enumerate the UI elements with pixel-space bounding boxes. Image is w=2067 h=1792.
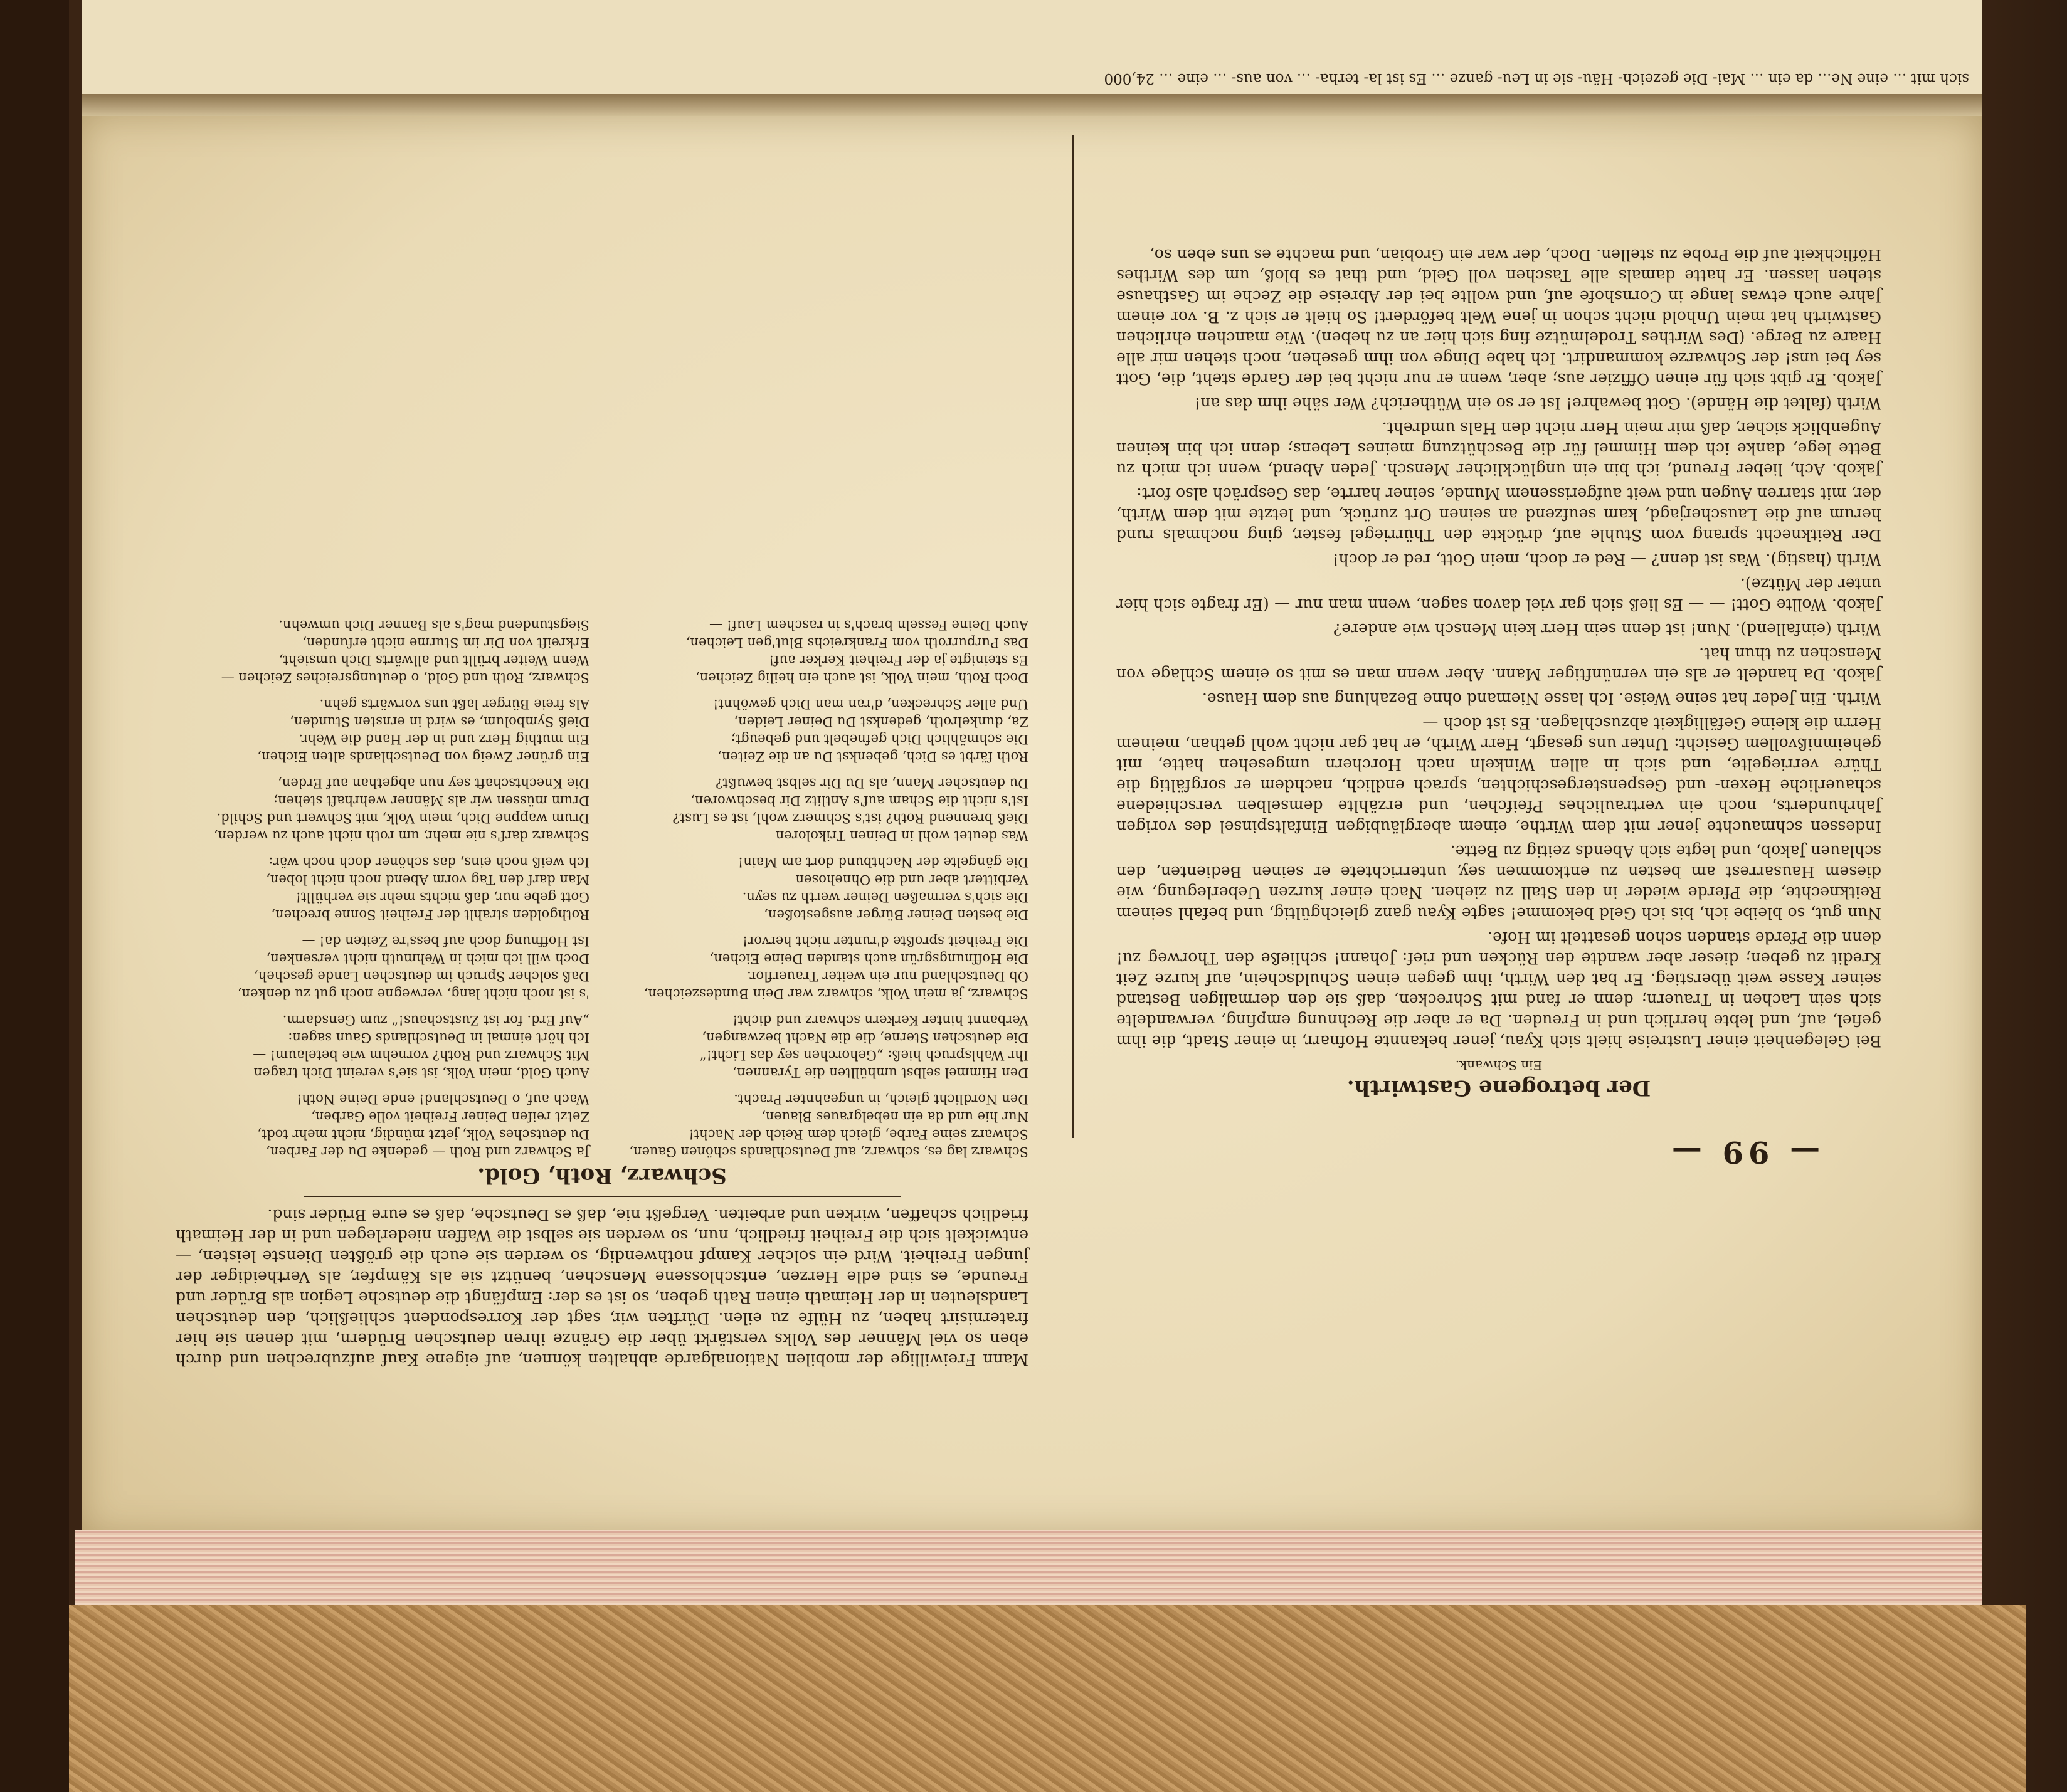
story-paragraph: Jakob. Wollte Gott! — — Es ließ sich gar viel davon sagen, wenn man nur — (Er fragte sich hier unter der Mütze). <box>1116 575 1881 614</box>
poem-stanza: Schwarz, ja mein Volk, schwarz war Dein Bundeszeichen, Ob Deutschland nur ein weiter Trauerflor. Die Hoffnungsgrün auch standen Deine Eichen, Die Freiheit sproßte d'runter nicht hervor! <box>643 934 1028 1001</box>
story-paragraph: Wirth (faltet die Hände). Gott bewahre! Ist er so ein Wütherich? Wer sähe ihm das an! <box>1194 394 1881 413</box>
poem-stanza: Was deutet wohl in Deinen Trikoloren Dieß brennend Roth? ist's Schmerz wohl, ist es Lust? Ist's nicht die Scham auf's Antlitz Dir beschworen, Du deutscher Mann, als Du Dir selbst bewußt? <box>672 776 1028 843</box>
poem-stanza: Den Himmel selbst umhüllten die Tyrannen, Ihr Wahlspruch hieß: „Gehorchen sey das Licht!“ Die deutschen Sterne, die die Nacht bezwangen, Verbannt hinter Kerkern schwarz und dicht! <box>699 1013 1028 1080</box>
right-column-story <box>1091 116 1906 1125</box>
poem-stanza: Schwarz darf's nie mehr, um roth nicht auch zu werden, Drum wappne Dich, mein Volk, mit Schwert und Schild. Drum müssen wir als Männer wehrhaft stehen; Die Knechtschaft sey nun abgethan auf Erden, <box>213 776 589 843</box>
story-paragraph: Jakob. Er gibt sich für einen Offizier aus; aber, wenn er nur nicht bei der Garde steht, die, Gott sey bei uns! der Schwarze kommandirt. Ich habe Dinge von ihm gesehen, noch stehen mir alle Haare zu Berge. (Des Wirthes Trodelmütze fing sich hier an zu heben). Wie manchen ehrlichen Gastwirth hat mein Unhold nicht schon in jene Welt befördert! So hielt er sich z. B. vor einem Jahre auch etwas lange in Cornshofe auf, und wollte bei der Abreise die Zeche im Gasthause stehen lassen. Er hatte damals alle Taschen voll Geld, und that es bloß, um des Wirthes Höflichkeit auf die Probe zu stellen. Doch, der war ein Grobian, und machte es uns eben so, <box>1116 246 1881 388</box>
poem-stanza: Schwarz, Roth und Gold, o deutungsreiches Zeichen — Wenn Weiter brüllt und allwärts Dich umsieht, Erkreift von Dir im Sturme nicht erfunden, Siegstundend mag's als Banner Dich umwehn. <box>221 618 589 685</box>
poem-stanza: Doch Roth, mein Volk, ist auch ein heilig Zeichen, Es steinigte ja der Freiheit Kerker auf! Das Purpurroth vom Frankreichs Blut'gen Leichen, Auch Deine Fesseln brach's in raschem Lauf! — <box>685 618 1028 685</box>
story-title: Der betrogene Gastwirth. <box>1346 1075 1651 1100</box>
article-paragraph: Mann Freiwillige der mobilen Nationalgarde abhalten können, auf eigene Kauf aufzubrechen und durch eben so viel Männer des Volks verstärkt über die Gränze ihren deutschen Brüdern, mit denen sie hier fraternisirt haben, zu Hülfe zu eilen. Dürften wir, sagt der Korrespondent schließlich, den deutschen Landsleuten in der Heimath einen Rath geben, so ist es der: Empfängt die deutsche Legion als Brüder und Freunde, es sind edle Herzen, entschlossene Menschen, benützt sie als Kämpfer, als Vertheidiger der jungen Freiheit. Wird ein solcher Kampf nothwendig, so werden sie euch die größten Dienste leisten, — entwickelt sich die Freiheit friedlich, nun, so werden sie selbst die Waffen niederlegen und in der Heimath friedlich schaffen, wirken und arbeiten. Vergeßt nie, daß es Deutsche, daß es eure Brüder sind. <box>176 1206 1028 1369</box>
story-paragraph: Jakob. Ach, lieber Freund, ich bin ein unglücklicher Mensch. Jeden Abend, wenn ich mich zu Bette lege, danke ich dem Himmel für die Beschützung meines Lebens; denn ich bin keinen Augenblick sicher, daß mir mein Herr nicht den Hals umdreht. <box>1116 419 1881 478</box>
book-gutter-shadow <box>0 0 69 1792</box>
poem-stanza: Rothgolden strahlt der Freiheit Sonne brechen, Gott gebe nur, daß nichts mehr sie verhüllt! Man darf den Tag vorm Abend noch nicht loben, Ich weiß noch eins, das schöner doch noch wär: <box>266 855 589 922</box>
page-fold-shadow <box>82 94 1982 119</box>
story-paragraph: Jakob. Da handelt er als ein vernünftiger Mann. Aber wenn man es mit so einem Schlage von Menschen zu thun hat. <box>1116 645 1881 683</box>
page-number: — 99 — <box>1666 1134 1821 1169</box>
book-page <box>82 116 1982 1536</box>
story-paragraph: Wirth. Ein Jeder hat seine Weise. Ich lasse Niemand ohne Bezahlung aus dem Hause. <box>1202 690 1881 708</box>
poem-stanza: Schwarz lag es, schwarz, auf Deutschlands schönen Gauen, Schwarz seine Farbe, gleich dem Reich der Nacht! Nur hie und da ein nebelgraues Blauen, Den Nordlicht gleich, in ungeahnter Pracht. <box>629 1092 1028 1159</box>
story-paragraph: Indessen schmauchte jener mit dem Wirthe, einem abergläubigen Einfaltspinsel des vorigen Jahrhunderts, noch ein vertrauliches Pfeifchen, und erzählte demselben verschiedene schauerliche Hexen- und Gespenstergeschichten, sprach endlich, nachdem er sorgfältig die Thüre verriegelte, und sich in allen Winkeln nach Horchern umgesehen hatte, mit geheimnißvollem Gesicht: Unter uns gesagt, Herr Wirth, er hat gar nicht wohl gethan, meinem Herrn die kleine Gefälligkeit abzuschlagen. Es ist doch — <box>1116 714 1881 836</box>
poem-stanza: Roth färbt es Dich, gebenkst Du an die Zeiten, Die schmählich Dich gefnebelt und gebeugt; Za, dunkelroth, gedenkst Du Deiner Leiden, Und aller Schrecken, d'ran man Dich gewöhnt! <box>713 697 1028 764</box>
section-rule <box>304 1196 901 1197</box>
story-paragraph: Der Reitknecht sprang vom Stuhle auf, drückte den Thürriegel fester, ging nochmals rund herum auf die Lauscherjagd, kam seufzend an seinen Ort zurück, und letzte mit dem Wirth, der, mit starren Augen und weit aufgerissenem Munde, seiner harrte, das Gespräch also fort: <box>1116 485 1881 544</box>
poem-title: Schwarz, Roth, Gold. <box>477 1163 727 1188</box>
poem-stanza: Die besten Deiner Bürger ausgestoßen, Die sich's vermaßen Deiner werth zu seyn. Verbittert aber und die Ohnehosen Die gängelte der Nachtbund dort am Main! <box>737 855 1028 922</box>
poem-stanza: 's ist noch nicht lang, verwegne noch gut zu denken, Daß solcher Spruch im deutschen Lande gescheh, Doch will ich mich in Wehmuth nicht versenken, Ist Hoffnung doch auf bess're Zeiten da! — <box>237 934 589 1001</box>
story-paragraph: Nun gut, so bleibe ich, bis ich Geld bekomme! sagte Kyau ganz gleichgültig, und befahl seinem Reitknechte, die Pferde wieder in den Stall zu ziehen. Nach einer kurzen Ueberlegung, wie diesem Hausarrest am besten zu entkommen sey, unterrichtete er seinen Bedienten, den schlauen Jakob, und legte sich Abends zeitig zu Bette. <box>1116 842 1881 922</box>
story-paragraph: Wirth (hastig). Was ist denn? — Red er doch, mein Gott, red er doch! <box>1332 551 1881 569</box>
page-number-block <box>1649 1125 1837 1169</box>
story-paragraph: Wirth (einfallend). Nun! ist denn sein Herr kein Mensch wie andere? <box>1333 620 1881 638</box>
column-divider <box>1072 135 1074 1138</box>
poem-stanza: Auch Gold, mein Volk, ist sie's vereint Dich tragen Mit Schwarz und Roth? vornehm wie betelaum! — Ich hört einmal in Deutschlands Gaun sagen: „Auf Erd. for ist Zustschaus!“ zum Gensdarm. <box>253 1013 589 1080</box>
book-cover-right-edge <box>1969 0 2067 1792</box>
story-subtitle: Ein Schwank. <box>1455 1058 1543 1073</box>
poem-stanza: Ein grüner Zweig von Deutschlands alten Eichen, Ein muthig Herz und in der Hand die Wehr. Dieß Symbolum, es wird in ernsten Stunden, Als freie Bürger laßt uns vorwärts gehn. <box>257 697 589 764</box>
poem-stanzas <box>176 608 1028 1161</box>
book-cover-marbled <box>69 1605 2026 1792</box>
previous-page-text-fragment: sich mit ... eine Ne... da ein ... Mai- Die gezeich- Häu- sie in Leu- ganze ... Es ist la- terha- ... von aus- ... eine ... 24,000 <box>1104 70 1969 87</box>
poem-stanza: Ja Schwarz und Roth — gedenke Du der Farben, Du deutsches Volk, jetzt mündig, nicht mehr todt, Zetzt reifen Deiner Freiheit volle Garben, Wach auf, o Deutschland! ende Deine Noth! <box>257 1092 589 1159</box>
left-column-article-poem <box>151 116 1054 1383</box>
story-paragraph: Bei Gelegenheit einer Lustreise hielt sich Kyau, jener bekannte Hofnarr, in einer Stadt, die ihm gefiel, auf, und lebte herrlich und in Freuden. Da er aber die Rechnung empfing, verwandelte sich sein Lachen in Trauern; denn er fand mit Schrecken, daß sie den dermaligen Bestand seiner Kasse weit überstieg. Er bat den Wirth, ihm gegen einen Schuldschein, auf kurze Zeit Kredit zu geben; dieser aber wandte den Rücken und rief: Johann! schließe den Thorweg zu! denn die Pferde standen schon gesattelt im Hofe. <box>1116 929 1881 1050</box>
